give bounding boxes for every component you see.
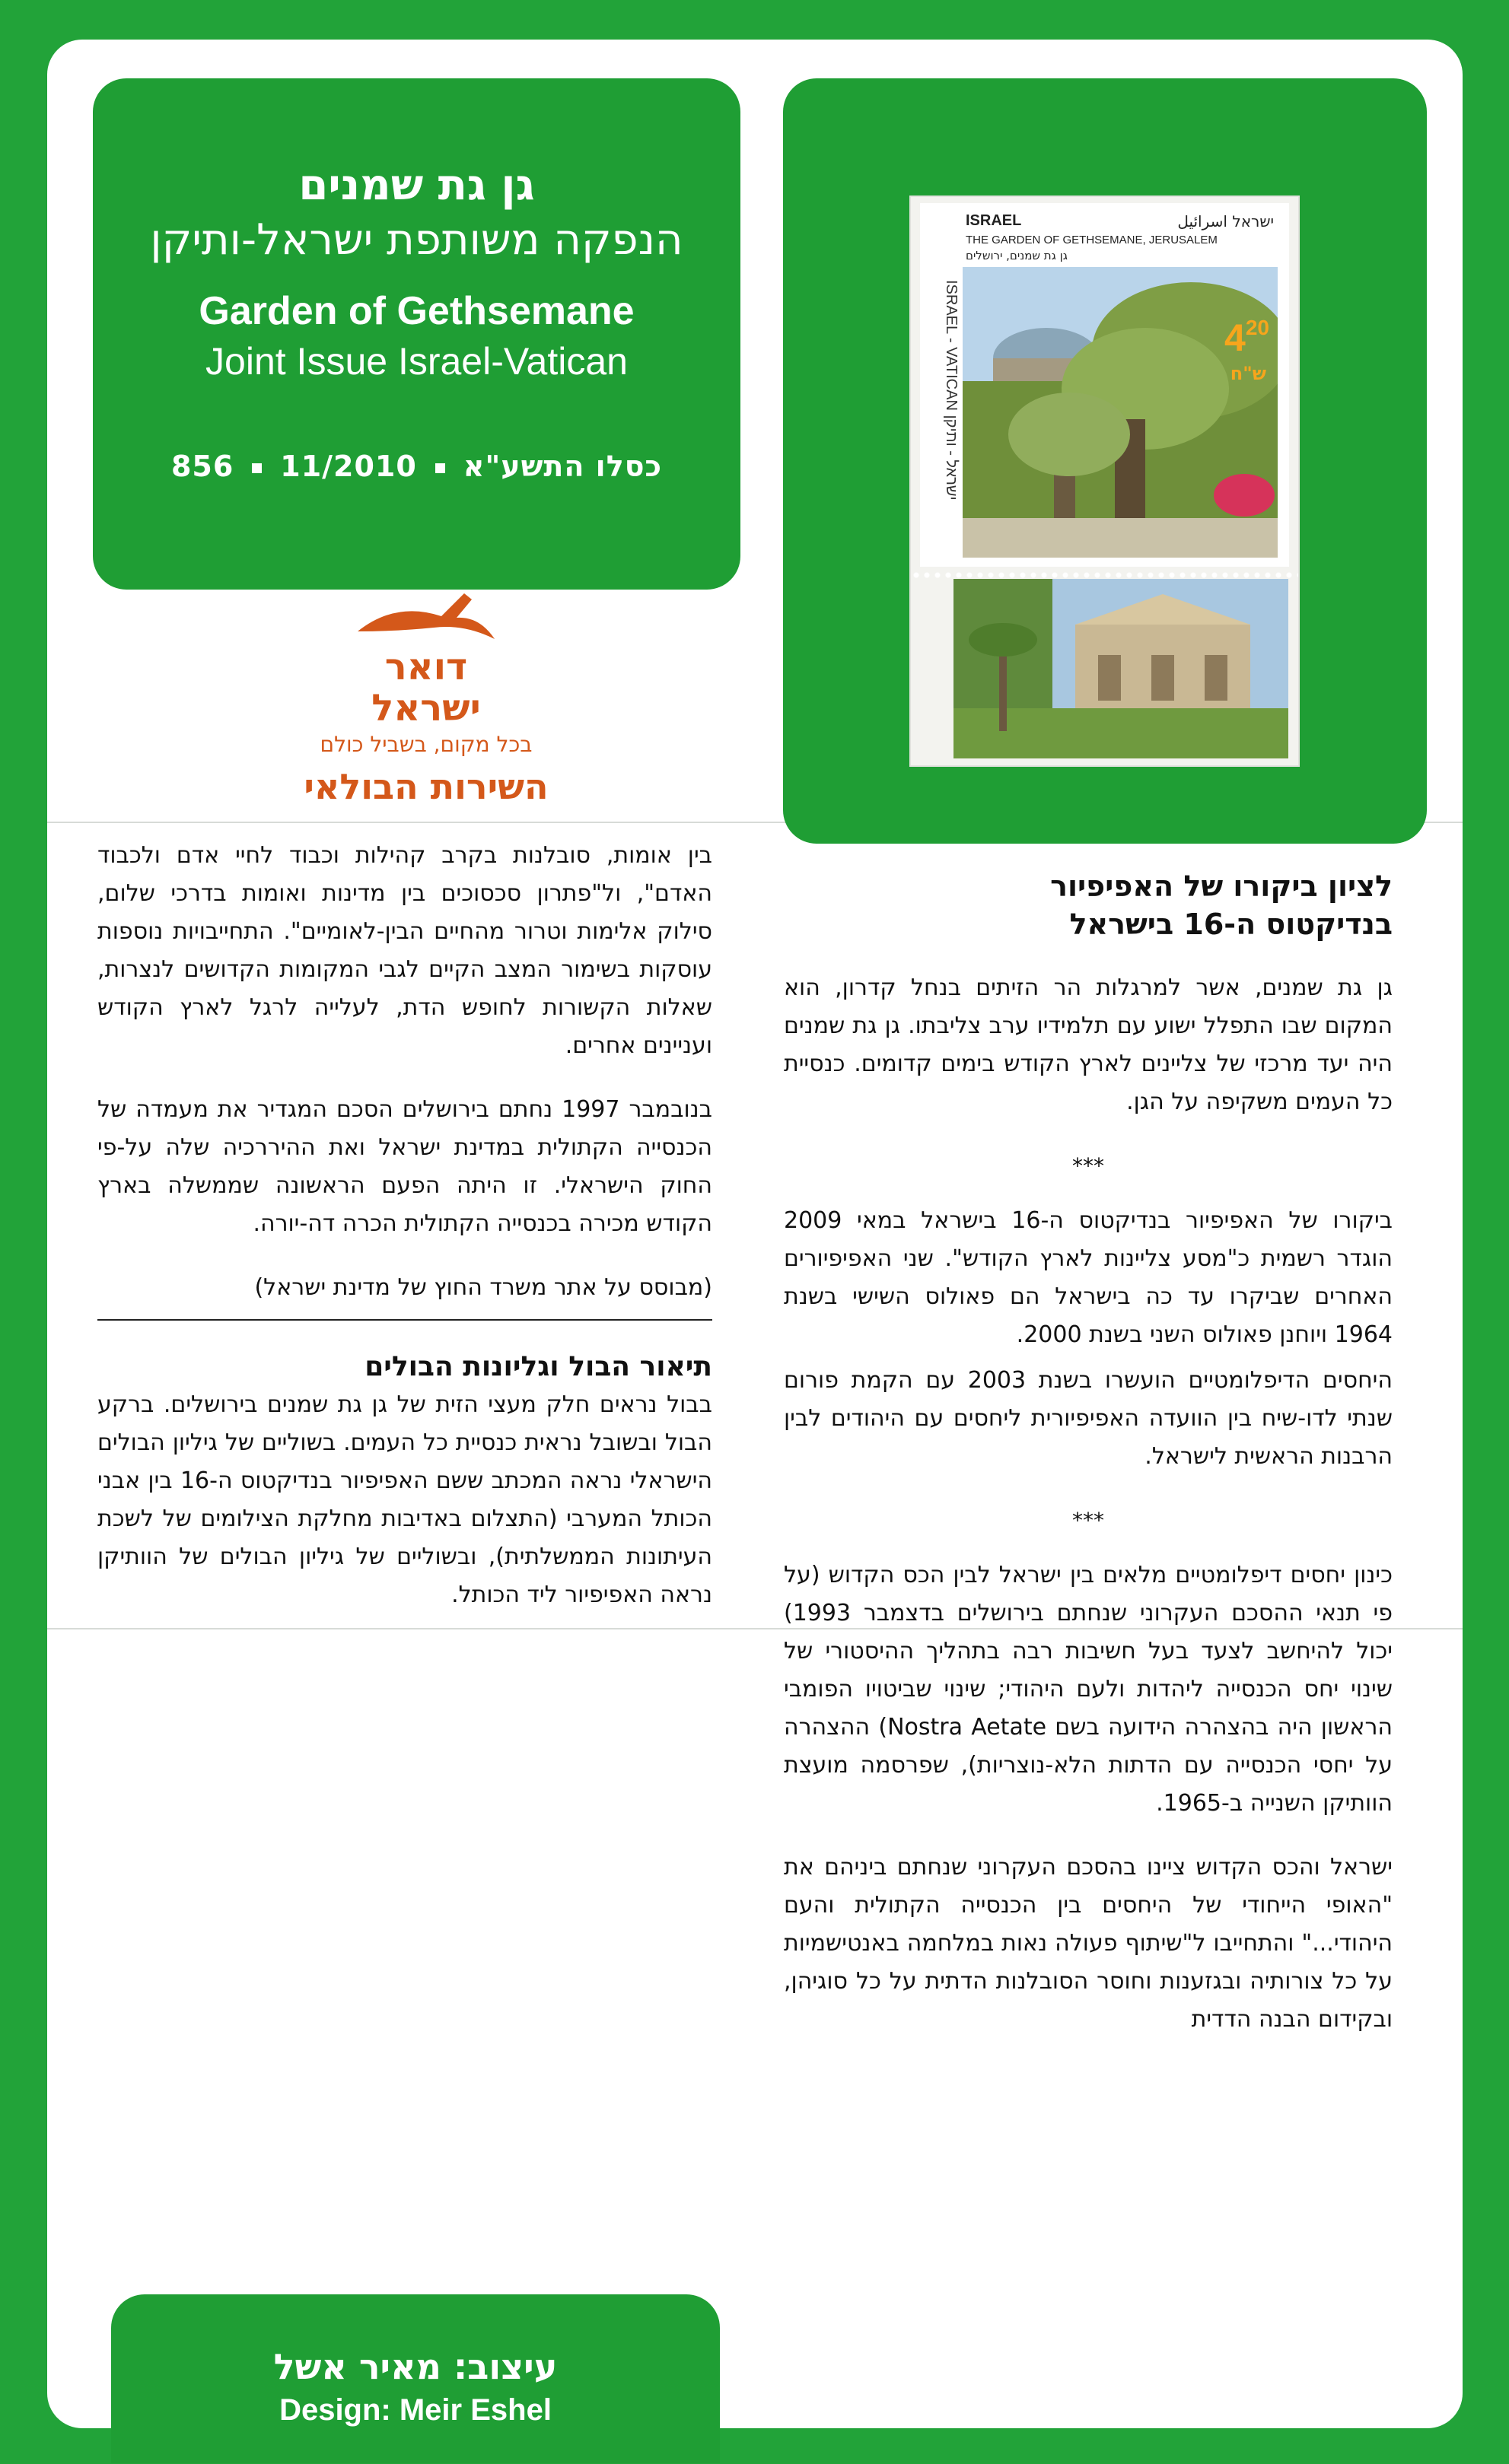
stamp-description-heading: תיאור הבול וגליונות הבולים — [365, 1351, 712, 1382]
stamp-country-en: ISRAEL — [966, 212, 1022, 229]
title-panel — [93, 78, 740, 590]
logo-name-line2: ישראל — [371, 687, 481, 730]
paragraph: כינון יחסים דיפלומטיים מלאים בין ישראל לבין הכס הקדוש (על פי תנאי ההסכם העקרוני שנחתם בירושלים בדצמבר 1993) יכול להיחשב לצעד בעל חשיבות רבה בתהליך ההיסטורי של שינוי יחס הכנסייה ליהדות ולעם היהודי; שינוי שביטויו הפומבי הראשון היה בהצהרה הידועה בשם Nostra Aetate) ההצהרה על יחסי הכנסייה עם הדתות הלא-נוצריות), שפרסמה מועצת הוותיקן השנייה ב-1965. — [784, 1562, 1393, 1817]
stamp-caption-he: גן גת שמנים, ירושלים — [966, 249, 1068, 262]
bullet-icon — [435, 463, 445, 473]
left-text-column — [97, 837, 712, 1640]
issue-date: 11/2010 — [280, 450, 417, 483]
stamp-sheet — [911, 197, 1298, 765]
paragraph: ביקורו של האפיפיור בנדיקטוס ה-16 בישראל במאי 2009 הוגדר רשמית כ"מסע צליינות לארץ הקודש". שני האפיפיורים האחרים שביקרו עד כה בישראל הם פאולוס השישי בשנת 1964 ויוחנן פאולוס השני בשנת 2000. — [784, 1207, 1393, 1348]
stamp-value: $4^{20}$ — [1224, 316, 1269, 359]
stamp-country-he: ישראל اسرائيل — [1177, 212, 1274, 231]
paragraph: גן גת שמנים, אשר למרגלות הר הזיתים בנחל קדרון, הוא המקום שבו התפלל ישוע עם תלמידיו ערב צליבתו. גן גת שמנים היה יעד מרכזי של צליינים לארץ הקודש בימים קדומים. כנסיית כל העמים משקיפה על הגן. — [784, 974, 1393, 1115]
designer-panel — [111, 2294, 720, 2463]
church-of-all-nations-image — [953, 579, 1288, 758]
logo-tagline: בכל מקום, בשביל כולם — [320, 732, 533, 757]
bullet-icon — [252, 463, 262, 473]
separator-stars: *** — [1072, 1508, 1104, 1533]
olive-garden-image — [963, 267, 1278, 558]
philatelic-service: השירות הבולאי — [304, 766, 549, 807]
stamp — [920, 203, 1289, 567]
hebrew-subtitle: הנפקה משותפת ישראל-ותיקן — [150, 215, 683, 265]
separator-stars: *** — [1072, 1153, 1104, 1178]
paragraph: בנובמבר 1997 נחתם בירושלים הסכם המגדיר את מעמדה של הכנסייה הקתולית במדינת ישראל ואת ההיררכיה שלה על-פי החוק הישראלי. זו היתה הפעם הראשונה שממשלה בארץ הקודש מכירה בכנסייה הקתולית הכרה דה-יורה. — [97, 1096, 712, 1237]
english-title: Garden of Gethsemane — [199, 289, 635, 333]
hebrew-date: כסלו התשע"א — [463, 450, 663, 483]
stamp-side-text: ISRAEL - VATICAN ישראל - ותיקן — [943, 280, 960, 501]
israel-post-logo — [266, 586, 586, 814]
english-subtitle: Joint Issue Israel-Vatican — [205, 340, 628, 383]
designer-hebrew: עיצוב: מאיר אשל — [273, 2346, 558, 2387]
paragraph: בין אומות, סובלנות בקרב קהילות וכבוד לחיי אדם ולכבוד האדם", ול"פתרון סכסוכים בין מדינות ואומות בדרכי שלום, סילוק אלימות וטרור מהחיים הבין-לאומיים". התחייבויות נוספות עוסקות בשימור המצב הקיים לגבי המקומות הקדושים לנצרות, שאלות הקשורות לחופש הדת, לעלייה לרגל לארץ הקודש ועניינים אחרים. — [97, 842, 712, 1059]
perforation — [911, 571, 1298, 579]
logo-name-line1: דואר — [384, 646, 468, 688]
divider — [97, 1319, 712, 1321]
issue-line — [93, 450, 740, 483]
hebrew-title: גן גת שמנים — [298, 161, 535, 210]
stamp-caption-en: THE GARDEN OF GETHSEMANE, JERUSALEM — [966, 234, 1218, 246]
paragraph: בבול נראים חלק מעצי הזית של גן גת שמנים בירושלים. ברקע הבול ובשובל נראית כנסיית כל העמים. בשוליים של גיליון הבולים הישראלי נראה המכתב ששם האפיפיור בנדיקטוס ה-16 בין אבני הכותל המערבי (התצלום באדיבות מחלקת הצילומים של לשכת העיתונות הממשלתית), ובשוליים של גיליון הבולים של הוותיקן נראה האפיפיור ליד הכותל. — [97, 1391, 712, 1608]
issue-number: 856 — [170, 450, 234, 483]
stamp-unit: ש"ח — [1230, 363, 1266, 384]
designer-english: Design: Meir Eshel — [279, 2393, 552, 2427]
deer-icon — [350, 586, 502, 647]
right-text-column — [784, 867, 1393, 2065]
paragraph: ישראל והכס הקדוש ציינו בהסכם העקרוני שנחתם ביניהם את "האופי הייחודי של היחסים בין הכנסייה הקתולית והעם היהודי..." והתחייבו ל"שיתוף פעולה נאות במלחמה באנטישמיות על כל צורותיה ובגזענות וחוסר הסובלנות הדתית על כל סוגיהן, ובקידום הבנה הדדית — [784, 1854, 1393, 2033]
paragraph: היחסים הדיפלומטיים הועשרו בשנת 2003 עם הקמת פורום שנתי לדו-שיח בין הוועדה האפיפיורית ליחסים עם היהודים לבין הרבנות הראשית לישראל. — [784, 1367, 1393, 1470]
source-note: (מבוסס על אתר משרד החוץ של מדינת ישראל) — [254, 1274, 712, 1301]
right-heading: לציון ביקורו של האפיפיור בנדיקטוס ה-16 בישראל — [1050, 870, 1393, 941]
stamp-panel — [783, 78, 1427, 844]
